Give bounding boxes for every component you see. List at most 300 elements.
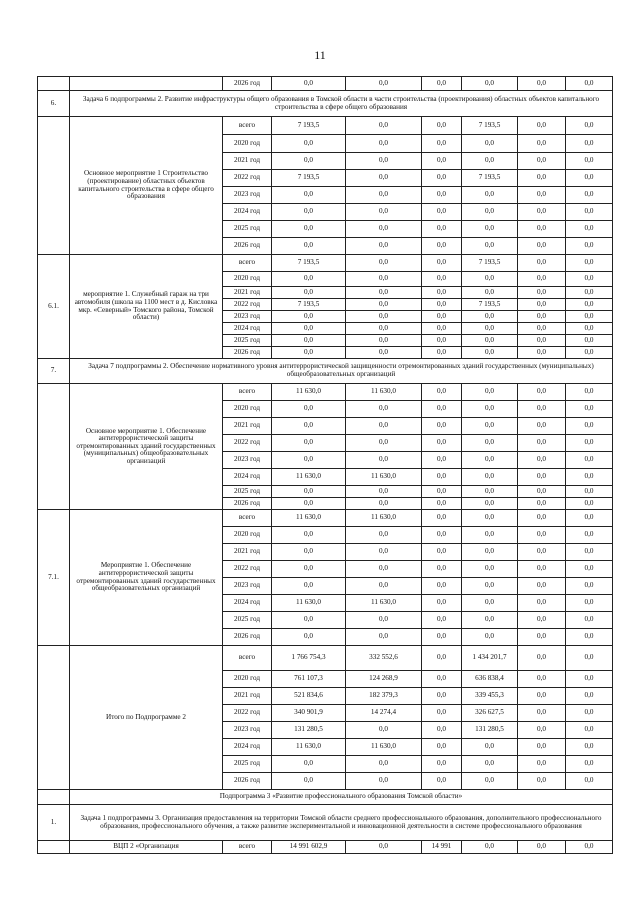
value-cell: 0,0: [566, 287, 613, 299]
value-cell: 0,0: [346, 578, 422, 595]
value-cell: 0,0: [566, 756, 613, 773]
value-cell: 0,0: [462, 527, 518, 544]
value-cell: 0,0: [422, 612, 462, 629]
row-number: [38, 117, 70, 255]
value-cell: 7 193,5: [272, 170, 346, 187]
value-cell: 0,0: [422, 452, 462, 469]
value-cell: 0,0: [346, 221, 422, 238]
value-cell: 0,0: [272, 335, 346, 347]
value-cell: 7 193,5: [272, 299, 346, 311]
value-cell: 0,0: [346, 335, 422, 347]
value-cell: 0,0: [422, 153, 462, 170]
task-title: Задача 7 подпрограммы 2. Обеспечение нормативного уровня антитеррористической защищенности отремонтированных зданий государственных (муниципальных) общеобразовательных организаций: [70, 359, 613, 384]
value-cell: 0,0: [346, 311, 422, 323]
value-cell: 0,0: [518, 77, 566, 91]
value-cell: 0,0: [518, 401, 566, 418]
value-cell: 0,0: [518, 255, 566, 272]
value-cell: 0,0: [518, 117, 566, 135]
value-cell: 0,0: [346, 629, 422, 646]
value-cell: 636 838,4: [462, 671, 518, 688]
value-cell: 14 274,4: [346, 705, 422, 722]
value-cell: 761 107,3: [272, 671, 346, 688]
value-cell: 0,0: [422, 722, 462, 739]
value-cell: 0,0: [422, 629, 462, 646]
value-cell: 0,0: [422, 221, 462, 238]
value-cell: 124 268,9: [346, 671, 422, 688]
year-cell: 2023 год: [223, 311, 272, 323]
year-cell: 2022 год: [223, 170, 272, 187]
value-cell: 0,0: [566, 384, 613, 401]
value-cell: 0,0: [518, 841, 566, 854]
value-cell: 0,0: [346, 347, 422, 359]
value-cell: 0,0: [462, 739, 518, 756]
value-cell: 0,0: [566, 77, 613, 91]
value-cell: 0,0: [566, 418, 613, 435]
value-cell: 0,0: [462, 221, 518, 238]
value-cell: 0,0: [346, 170, 422, 187]
value-cell: 0,0: [462, 498, 518, 510]
value-cell: 0,0: [518, 646, 566, 671]
value-cell: 0,0: [518, 469, 566, 486]
value-cell: 0,0: [566, 722, 613, 739]
value-cell: 0,0: [518, 452, 566, 469]
value-cell: 0,0: [346, 773, 422, 790]
value-cell: 0,0: [566, 435, 613, 452]
value-cell: 0,0: [272, 486, 346, 498]
value-cell: 0,0: [518, 486, 566, 498]
task-title: Подпрограмма 3 «Развитие профессионального образования Томской области»: [70, 790, 613, 805]
year-cell: 2025 год: [223, 612, 272, 629]
value-cell: 0,0: [346, 452, 422, 469]
value-cell: 0,0: [462, 323, 518, 335]
value-cell: 0,0: [518, 612, 566, 629]
value-cell: 0,0: [272, 272, 346, 287]
year-cell: всего: [223, 841, 272, 854]
value-cell: 0,0: [422, 671, 462, 688]
value-cell: 0,0: [422, 287, 462, 299]
value-cell: 7 193,5: [462, 255, 518, 272]
value-cell: 0,0: [566, 612, 613, 629]
activity-name: мероприятие 1. Служебный гараж на три автомобиля (школа на 1100 мест в д. Кисловка мкр. «Северный» Томского района, Томской области): [70, 255, 223, 359]
value-cell: 0,0: [272, 77, 346, 91]
activity-name: Итого по Подпрограмме 2: [70, 646, 223, 790]
value-cell: 0,0: [566, 705, 613, 722]
value-cell: 0,0: [462, 384, 518, 401]
value-cell: 0,0: [422, 238, 462, 255]
value-cell: 0,0: [518, 578, 566, 595]
value-cell: 0,0: [422, 705, 462, 722]
value-cell: 0,0: [566, 527, 613, 544]
value-cell: 0,0: [422, 469, 462, 486]
value-cell: 0,0: [346, 272, 422, 287]
value-cell: 0,0: [272, 544, 346, 561]
value-cell: 131 280,5: [462, 722, 518, 739]
value-cell: 0,0: [272, 221, 346, 238]
value-cell: 0,0: [272, 561, 346, 578]
value-cell: 0,0: [566, 238, 613, 255]
value-cell: 0,0: [346, 238, 422, 255]
value-cell: 0,0: [422, 527, 462, 544]
value-cell: 0,0: [346, 612, 422, 629]
year-cell: 2021 год: [223, 287, 272, 299]
value-cell: 0,0: [272, 629, 346, 646]
task-row: [38, 805, 613, 841]
row-number: 7.1.: [38, 510, 70, 646]
value-cell: 0,0: [518, 418, 566, 435]
value-cell: 0,0: [462, 841, 518, 854]
value-cell: 7 193,5: [462, 299, 518, 311]
value-cell: 0,0: [346, 135, 422, 153]
value-cell: 11 630,0: [346, 595, 422, 612]
value-cell: 0,0: [566, 323, 613, 335]
value-cell: 0,0: [422, 510, 462, 527]
value-cell: 0,0: [346, 153, 422, 170]
value-cell: 14 991 602,9: [272, 841, 346, 854]
value-cell: 0,0: [346, 418, 422, 435]
value-cell: 0,0: [422, 299, 462, 311]
value-cell: 14 991: [422, 841, 462, 854]
value-cell: 0,0: [566, 841, 613, 854]
value-cell: 0,0: [518, 595, 566, 612]
value-cell: 0,0: [422, 117, 462, 135]
value-cell: 0,0: [272, 187, 346, 204]
row-number: 6.1.: [38, 255, 70, 359]
value-cell: 0,0: [422, 773, 462, 790]
value-cell: 0,0: [462, 544, 518, 561]
activity-name: [70, 77, 223, 91]
year-cell: всего: [223, 510, 272, 527]
row-number: [38, 790, 70, 805]
year-cell: 2020 год: [223, 135, 272, 153]
value-cell: 0,0: [518, 671, 566, 688]
value-cell: 0,0: [462, 187, 518, 204]
value-cell: 0,0: [462, 561, 518, 578]
value-cell: 0,0: [462, 77, 518, 91]
year-cell: 2025 год: [223, 221, 272, 238]
year-cell: 2023 год: [223, 452, 272, 469]
value-cell: 0,0: [272, 612, 346, 629]
value-cell: 0,0: [518, 773, 566, 790]
task-row: [38, 790, 613, 805]
value-cell: 0,0: [518, 705, 566, 722]
value-cell: 0,0: [518, 739, 566, 756]
value-cell: 0,0: [518, 311, 566, 323]
year-cell: всего: [223, 646, 272, 671]
value-cell: 0,0: [566, 739, 613, 756]
value-cell: 0,0: [566, 335, 613, 347]
year-cell: 2025 год: [223, 335, 272, 347]
value-cell: 0,0: [346, 498, 422, 510]
value-cell: 0,0: [518, 498, 566, 510]
value-cell: 0,0: [566, 117, 613, 135]
value-cell: 0,0: [346, 561, 422, 578]
value-cell: 0,0: [422, 347, 462, 359]
value-cell: 0,0: [462, 578, 518, 595]
value-cell: 0,0: [518, 527, 566, 544]
value-cell: 0,0: [566, 629, 613, 646]
value-cell: 0,0: [462, 756, 518, 773]
value-cell: 340 901,9: [272, 705, 346, 722]
value-cell: 1 434 201,7: [462, 646, 518, 671]
value-cell: 0,0: [566, 187, 613, 204]
value-cell: 11 630,0: [272, 510, 346, 527]
year-cell: 2024 год: [223, 469, 272, 486]
value-cell: 0,0: [422, 311, 462, 323]
value-cell: 0,0: [346, 401, 422, 418]
funding-table: [37, 76, 613, 854]
activity-name: Основное мероприятие 1 Строительство (проектирование) областных объектов капитального строительства в сфере общего образования: [70, 117, 223, 255]
value-cell: 11 630,0: [272, 384, 346, 401]
value-cell: 0,0: [422, 646, 462, 671]
year-cell: 2021 год: [223, 688, 272, 705]
value-cell: 0,0: [462, 773, 518, 790]
value-cell: 0,0: [462, 238, 518, 255]
value-cell: 0,0: [518, 561, 566, 578]
row-number: 6.: [38, 91, 70, 117]
value-cell: 0,0: [422, 77, 462, 91]
year-cell: 2026 год: [223, 629, 272, 646]
year-cell: 2026 год: [223, 498, 272, 510]
task-title: Задача 6 подпрограммы 2. Развитие инфраструктуры общего образования в Томской области в части строительства (проектирования) областных объектов капитального строительства в сфере общего образования: [70, 91, 613, 117]
value-cell: 0,0: [272, 347, 346, 359]
value-cell: 0,0: [518, 335, 566, 347]
value-cell: 0,0: [518, 323, 566, 335]
year-cell: 2023 год: [223, 187, 272, 204]
table-row: [38, 117, 613, 135]
value-cell: 0,0: [422, 739, 462, 756]
year-cell: 2021 год: [223, 153, 272, 170]
value-cell: 0,0: [462, 629, 518, 646]
value-cell: 11 630,0: [346, 469, 422, 486]
value-cell: 0,0: [518, 272, 566, 287]
value-cell: 0,0: [346, 187, 422, 204]
value-cell: 11 630,0: [272, 595, 346, 612]
year-cell: всего: [223, 384, 272, 401]
value-cell: 0,0: [462, 486, 518, 498]
value-cell: 0,0: [518, 435, 566, 452]
value-cell: 0,0: [518, 221, 566, 238]
value-cell: 0,0: [422, 255, 462, 272]
year-cell: 2021 год: [223, 544, 272, 561]
value-cell: 0,0: [566, 153, 613, 170]
value-cell: 0,0: [462, 347, 518, 359]
value-cell: 0,0: [566, 311, 613, 323]
year-cell: 2022 год: [223, 435, 272, 452]
year-cell: 2021 год: [223, 418, 272, 435]
value-cell: 0,0: [518, 135, 566, 153]
value-cell: 0,0: [462, 469, 518, 486]
value-cell: 0,0: [518, 756, 566, 773]
value-cell: 1 766 754,3: [272, 646, 346, 671]
value-cell: 0,0: [422, 204, 462, 221]
value-cell: 0,0: [272, 452, 346, 469]
year-cell: 2026 год: [223, 238, 272, 255]
activity-name: Мероприятие 1. Обеспечение антитеррористической защиты отремонтированных зданий государственных общеобразовательных организаций: [70, 510, 223, 646]
value-cell: 0,0: [518, 238, 566, 255]
value-cell: 131 280,5: [272, 722, 346, 739]
year-cell: 2023 год: [223, 722, 272, 739]
value-cell: 0,0: [566, 561, 613, 578]
value-cell: 0,0: [422, 435, 462, 452]
value-cell: 0,0: [346, 255, 422, 272]
value-cell: 0,0: [462, 452, 518, 469]
value-cell: 182 379,3: [346, 688, 422, 705]
value-cell: 0,0: [518, 347, 566, 359]
value-cell: 0,0: [566, 272, 613, 287]
value-cell: 0,0: [272, 498, 346, 510]
row-number: [38, 384, 70, 510]
value-cell: 0,0: [272, 311, 346, 323]
value-cell: 0,0: [422, 486, 462, 498]
value-cell: 11 630,0: [346, 739, 422, 756]
value-cell: 0,0: [518, 204, 566, 221]
value-cell: 0,0: [566, 347, 613, 359]
year-cell: 2020 год: [223, 527, 272, 544]
value-cell: 7 193,5: [462, 170, 518, 187]
task-title: Задача 1 подпрограммы 3. Организация предоставления на территории Томской области среднего профессионального образования, дополнительного профессионального образования, профессионального обучения, а также развитие экспериментальной и инновационной деятельности в системе профессионального образования: [70, 805, 613, 841]
value-cell: 0,0: [346, 435, 422, 452]
value-cell: 0,0: [346, 722, 422, 739]
value-cell: 0,0: [346, 117, 422, 135]
value-cell: 0,0: [566, 204, 613, 221]
value-cell: 0,0: [422, 384, 462, 401]
value-cell: 0,0: [566, 452, 613, 469]
value-cell: 0,0: [462, 335, 518, 347]
value-cell: 0,0: [518, 153, 566, 170]
value-cell: 0,0: [566, 135, 613, 153]
value-cell: 11 630,0: [346, 384, 422, 401]
value-cell: 0,0: [346, 544, 422, 561]
value-cell: 0,0: [566, 595, 613, 612]
value-cell: 0,0: [346, 323, 422, 335]
value-cell: 0,0: [422, 335, 462, 347]
year-cell: 2024 год: [223, 323, 272, 335]
value-cell: 0,0: [346, 756, 422, 773]
value-cell: 0,0: [422, 272, 462, 287]
table-row: [38, 384, 613, 401]
value-cell: 0,0: [518, 187, 566, 204]
value-cell: 0,0: [518, 299, 566, 311]
activity-name: ВЦП 2 «Организация: [70, 841, 223, 854]
year-cell: 2024 год: [223, 204, 272, 221]
value-cell: 0,0: [566, 486, 613, 498]
value-cell: 0,0: [462, 153, 518, 170]
value-cell: 7 193,5: [272, 117, 346, 135]
year-cell: 2026 год: [223, 77, 272, 91]
value-cell: 0,0: [346, 77, 422, 91]
value-cell: 11 630,0: [272, 469, 346, 486]
activity-name: Основное мероприятие 1. Обеспечение антитеррористической защиты отремонтированных зданий государственных (муниципальных) общеобразовательных организаций: [70, 384, 223, 510]
value-cell: 0,0: [422, 595, 462, 612]
table-row: [38, 510, 613, 527]
year-cell: 2020 год: [223, 671, 272, 688]
value-cell: 11 630,0: [272, 739, 346, 756]
value-cell: 0,0: [518, 544, 566, 561]
value-cell: 0,0: [462, 612, 518, 629]
value-cell: 326 627,5: [462, 705, 518, 722]
value-cell: 0,0: [272, 773, 346, 790]
row-number: [38, 646, 70, 790]
year-cell: 2022 год: [223, 705, 272, 722]
value-cell: 0,0: [462, 204, 518, 221]
value-cell: 0,0: [566, 544, 613, 561]
value-cell: 339 455,3: [462, 688, 518, 705]
year-cell: 2020 год: [223, 401, 272, 418]
value-cell: 0,0: [518, 510, 566, 527]
year-cell: 2026 год: [223, 773, 272, 790]
value-cell: 332 552,6: [346, 646, 422, 671]
value-cell: 0,0: [272, 153, 346, 170]
value-cell: 0,0: [518, 384, 566, 401]
value-cell: 0,0: [462, 287, 518, 299]
value-cell: 0,0: [518, 629, 566, 646]
value-cell: 0,0: [566, 578, 613, 595]
year-cell: 2024 год: [223, 595, 272, 612]
value-cell: 0,0: [566, 773, 613, 790]
value-cell: 0,0: [422, 323, 462, 335]
year-cell: всего: [223, 255, 272, 272]
value-cell: 0,0: [422, 187, 462, 204]
value-cell: 0,0: [422, 418, 462, 435]
value-cell: 0,0: [566, 401, 613, 418]
value-cell: 0,0: [346, 527, 422, 544]
task-row: [38, 91, 613, 117]
value-cell: 521 834,6: [272, 688, 346, 705]
value-cell: 0,0: [422, 498, 462, 510]
year-cell: 2026 год: [223, 347, 272, 359]
value-cell: 0,0: [462, 595, 518, 612]
year-cell: 2025 год: [223, 756, 272, 773]
value-cell: 0,0: [462, 401, 518, 418]
value-cell: 0,0: [566, 510, 613, 527]
year-cell: 2020 год: [223, 272, 272, 287]
value-cell: 0,0: [272, 204, 346, 221]
value-cell: 0,0: [566, 646, 613, 671]
row-number: 7.: [38, 359, 70, 384]
value-cell: 0,0: [566, 170, 613, 187]
value-cell: 0,0: [346, 204, 422, 221]
value-cell: 0,0: [566, 221, 613, 238]
value-cell: 0,0: [518, 287, 566, 299]
value-cell: 0,0: [566, 671, 613, 688]
value-cell: 0,0: [422, 135, 462, 153]
value-cell: 0,0: [566, 255, 613, 272]
value-cell: 0,0: [566, 688, 613, 705]
year-cell: всего: [223, 117, 272, 135]
value-cell: 0,0: [462, 418, 518, 435]
value-cell: 0,0: [566, 469, 613, 486]
row-number: 1.: [38, 805, 70, 841]
value-cell: 0,0: [422, 544, 462, 561]
table-row: [38, 77, 613, 91]
value-cell: 7 193,5: [462, 117, 518, 135]
value-cell: 0,0: [518, 170, 566, 187]
value-cell: 0,0: [566, 299, 613, 311]
row-number: [38, 841, 70, 854]
value-cell: 0,0: [518, 688, 566, 705]
value-cell: 0,0: [422, 578, 462, 595]
table-row: [38, 646, 613, 671]
value-cell: 0,0: [422, 561, 462, 578]
page-number: 11: [314, 48, 326, 62]
value-cell: 0,0: [462, 510, 518, 527]
value-cell: 0,0: [272, 323, 346, 335]
value-cell: 0,0: [462, 435, 518, 452]
value-cell: 0,0: [566, 498, 613, 510]
row-number: [38, 77, 70, 91]
year-cell: 2025 год: [223, 486, 272, 498]
value-cell: 0,0: [272, 135, 346, 153]
